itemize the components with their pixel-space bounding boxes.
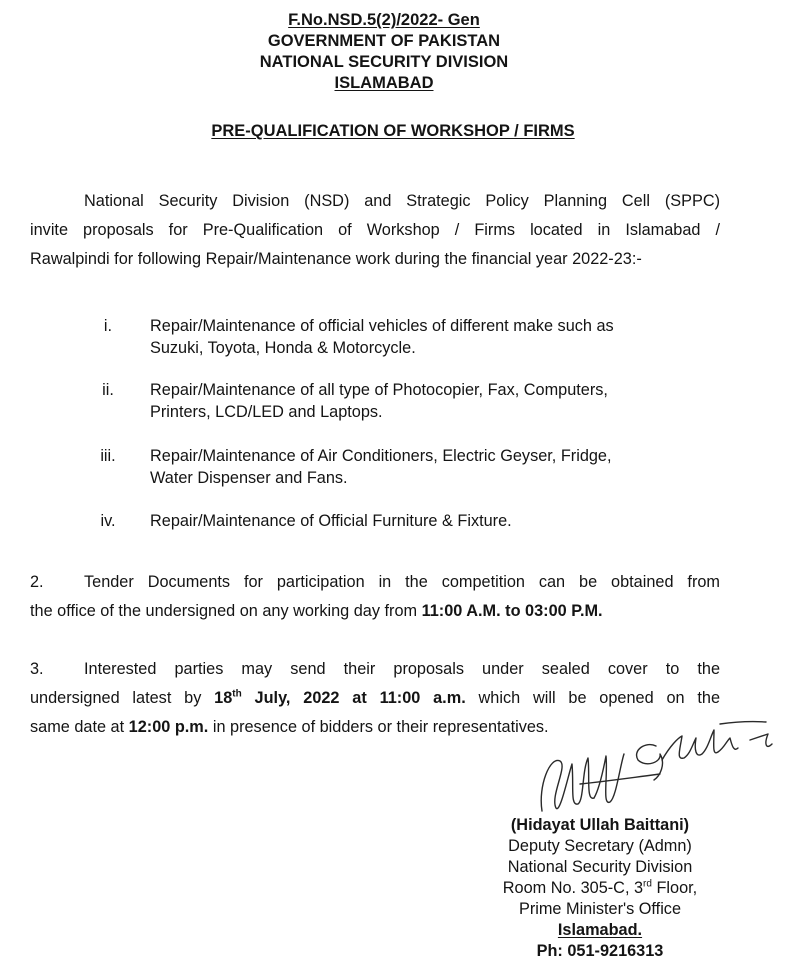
room-prefix: Room No. 305-C, 3	[502, 879, 644, 897]
list-item-number: ii.	[102, 381, 114, 399]
list-item-line: Repair/Maintenance of Official Furniture & Fixture.	[150, 512, 512, 530]
para3-number: 3.	[30, 660, 44, 678]
room-suffix: Floor,	[651, 879, 698, 897]
city-name: ISLAMABAD	[334, 74, 434, 92]
letter-header	[0, 10, 768, 94]
government-name: GOVERNMENT OF PAKISTAN	[267, 32, 501, 50]
para2-hours: 11:00 A.M. to 03:00 P.M.	[421, 602, 603, 620]
signatory-name: (Hidayat Ullah Baittani)	[510, 816, 690, 834]
para3-opening-time: 12:00 p.m.	[128, 718, 209, 736]
list-item-line: Repair/Maintenance of all type of Photocopier, Fax, Computers,	[150, 381, 608, 399]
para3-text-1: Interested parties may send their proposals under sealed cover to the	[84, 660, 720, 678]
signatory-office: Prime Minister's Office	[518, 900, 682, 918]
list-item-line: Printers, LCD/LED and Laptops.	[150, 403, 383, 421]
para3-text-3a: same date at	[30, 718, 129, 736]
paragraph-2	[30, 568, 720, 626]
para3-deadline-sup: th	[232, 688, 242, 700]
list-item-number: iii.	[100, 447, 116, 465]
list-item-line: Repair/Maintenance of Air Conditioners, Electric Geyser, Fridge,	[150, 447, 612, 465]
para3-line-1	[30, 655, 720, 684]
intro-paragraph	[30, 187, 720, 274]
para3-deadline	[214, 689, 466, 707]
para3-text-2b: which will be opened on the	[465, 689, 720, 707]
para3-deadline-day: 18	[214, 689, 233, 707]
para3-text-2a: undersigned latest by	[30, 689, 215, 707]
para2-line-1	[30, 568, 720, 597]
list-item-number: iv.	[100, 512, 116, 530]
list-item-line: Suzuki, Toyota, Honda & Motorcycle.	[150, 339, 416, 357]
signatory-division: National Security Division	[507, 858, 693, 876]
intro-line-1: National Security Division (NSD) and Strategic Policy Planning Cell (SPPC)	[84, 192, 720, 210]
para3-line-2	[30, 684, 720, 713]
para2-text-2: the office of the undersigned on any working day from	[30, 602, 422, 620]
intro-line-2: invite proposals for Pre-Qualification of Workshop / Firms located in Islamabad /	[30, 221, 720, 239]
signatory-city: Islamabad.	[557, 921, 643, 939]
para3-deadline-rest: July, 2022 at 11:00 a.m.	[241, 689, 466, 707]
para2-line-2	[30, 597, 720, 626]
signature-block	[470, 815, 730, 962]
signatory-phone: Ph: 051-9216313	[536, 942, 664, 960]
para3-text-3b: in presence of bidders or their representatives.	[208, 718, 549, 736]
handwritten-signature	[520, 716, 780, 826]
signatory-designation: Deputy Secretary (Admn)	[508, 837, 692, 855]
division-name: NATIONAL SECURITY DIVISION	[259, 53, 509, 71]
room-sup: rd	[643, 878, 652, 890]
para2-number: 2.	[30, 573, 44, 591]
signatory-room	[470, 878, 730, 899]
para2-text-1: Tender Documents for participation in the competition can be obtained from	[84, 573, 720, 591]
notice-title: PRE-QUALIFICATION OF WORKSHOP / FIRMS	[211, 122, 575, 140]
file-number: F.No.NSD.5(2)/2022- Gen	[288, 11, 480, 29]
list-item-line: Water Dispenser and Fans.	[150, 469, 348, 487]
list-item-number: i.	[103, 317, 113, 335]
list-item-line: Repair/Maintenance of official vehicles of different make such as	[150, 317, 614, 335]
intro-line-3: Rawalpindi for following Repair/Maintenance work during the financial year 2022-23:-	[30, 250, 642, 268]
